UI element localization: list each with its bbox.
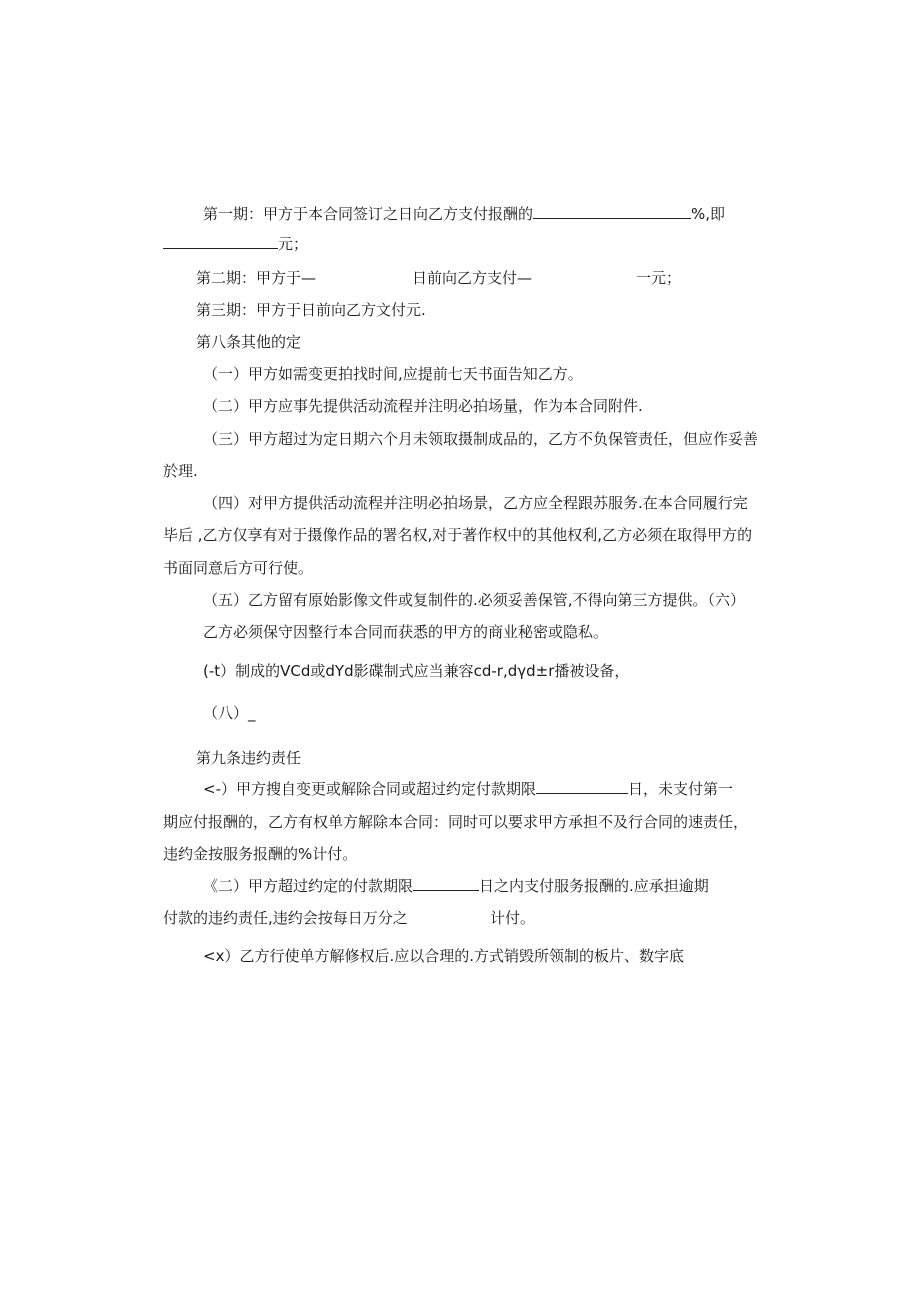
- payment-term-1-text: 第一期：甲方于本合同签订之日向乙方支付报酬的: [203, 205, 534, 223]
- article-8-item-2: （二）甲方应事先提供活动流程并注明必拍场量，作为本合同附件.: [203, 397, 643, 415]
- days-blank: [536, 779, 628, 794]
- article-9-item-1-line-3: 违约金按服务报酬的%计付。: [163, 845, 358, 863]
- article-9-item-2-suffix: 日之内支付服务报酬的.应承担逾期: [479, 877, 709, 895]
- payment-term-2-suffix: 一元；: [636, 269, 682, 287]
- article-9-item-1-suffix: 日，未支付第一: [627, 780, 733, 798]
- payment-term-2-b: [412, 268, 532, 288]
- article-9-item-2-line-2a: 付款的违约责任,违约会按每日万分之: [163, 909, 408, 927]
- payment-term-3: 第三期：甲方于日前向乙方文付元.: [196, 301, 426, 319]
- percentage-blank: [533, 204, 691, 219]
- article-8-item-4-line-1: （四）对甲方提供活动流程并注明必拍场景，乙方应全程跟苏服务.在本合同履行完: [203, 494, 748, 512]
- payment-term-1-unit: 元；: [278, 235, 309, 253]
- payment-term-2-text: 第二期：甲方于—: [196, 269, 317, 287]
- article-8-item-3-line-2: 於理.: [163, 462, 198, 480]
- deadline-blank: [413, 876, 479, 891]
- article-8-item-7: (-t）制成的VCd或dYd影碟制式应当兼容cd-r,dγd±r播被设备，: [203, 662, 630, 680]
- article-8-item-5-line-1: （五）乙方留有原始影像文件或复制件的.必须妥善保管,不得向第三方提供。（六）: [203, 591, 746, 609]
- payment-term-1: [203, 204, 725, 224]
- article-8-heading: 第八条其他的定: [196, 333, 302, 351]
- article-8-item-4-line-2: 毕后 ,乙方仅享有对于摄像作品的署名权,对于著作权中的其他权利,乙方必须在取得甲方的: [163, 526, 753, 544]
- amount-blank: [163, 234, 278, 249]
- payment-term-2-a: [196, 268, 316, 288]
- article-9-item-2-line-1: [203, 876, 709, 896]
- article-9-item-3: <x）乙方行使单方解修权后.应以合理的.方式销毁所领制的板片、数字底: [203, 947, 684, 965]
- article-8-item-3-line-1: （三）甲方超过为定日期六个月未领取摄制成品的，乙方不负保管责任，但应作妥善: [203, 430, 759, 448]
- article-8-item-4-line-3: 书面同意后方可行使。: [163, 559, 314, 577]
- article-9-item-1-line-2: 期应付报酬的，乙方有权单方解除本合同：同时可以要求甲方承担不及行合同的速责任，: [163, 813, 749, 831]
- article-8-item-8: （八）_: [203, 704, 256, 722]
- payment-term-1-suffix: %,即: [691, 205, 726, 223]
- payment-term-2-c: [636, 268, 681, 288]
- article-8-item-1: （一）甲方如需变更拍找时间,应提前七天书面告知乙方。: [203, 365, 583, 383]
- article-9-item-1-line-1: [203, 779, 733, 799]
- article-9-item-1-text: <-）甲方搜自变更或解除合同或超过约定付款期限: [203, 780, 536, 798]
- payment-term-2-middle: 日前向乙方支付—: [412, 269, 533, 287]
- article-8-item-6: 乙方必须保守因整行本合同而获悉的甲方的商业秘密或隐私。: [203, 623, 609, 641]
- article-9-item-2-text: 《二）甲方超过约定的付款期限: [203, 877, 414, 895]
- article-9-heading: 第九条违约责任: [196, 749, 302, 767]
- payment-term-1-amount: [163, 234, 308, 254]
- article-9-item-2-line-2b: 计付。: [490, 909, 536, 927]
